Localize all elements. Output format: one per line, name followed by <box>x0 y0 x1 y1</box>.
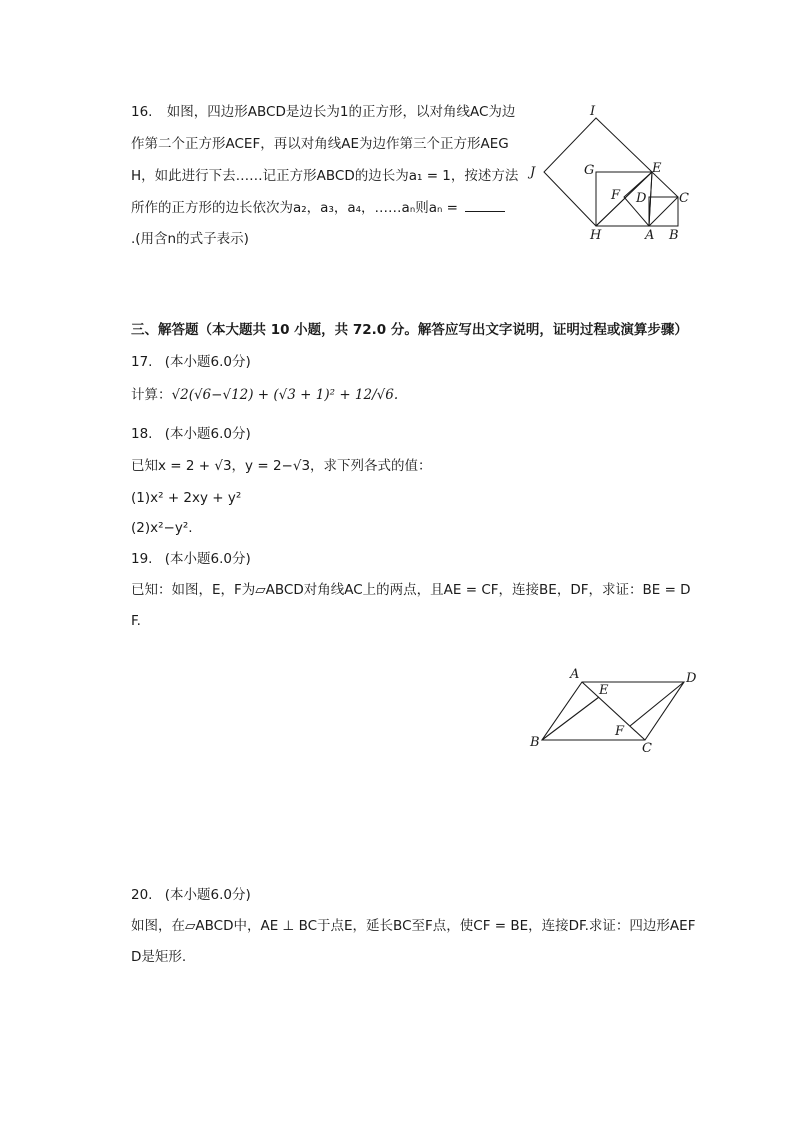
label-B: B <box>669 228 679 243</box>
fig19-label-A: A <box>570 667 580 682</box>
q16-answer-blank[interactable] <box>465 211 505 212</box>
segment-DF <box>630 682 684 726</box>
q18-number: 18. <box>131 426 153 442</box>
q19-points: (本小题6.0分) <box>164 551 251 567</box>
q20-header <box>131 885 251 905</box>
q16-figure <box>520 100 710 250</box>
q18-header <box>131 424 251 444</box>
label-E: E <box>652 161 662 176</box>
q18-given: 已知x = 2 + √3，y = 2−√3，求下列各式的值： <box>131 458 432 474</box>
q17-prefix: 计算： <box>131 387 172 403</box>
q17-expression: √2(√6−√12) + (√3 + 1)² + 12/√6. <box>171 387 399 403</box>
q16-text-1: 如图，四边形ABCD是边长为1的正方形，以对角线AC为边 <box>166 104 516 120</box>
q16-line1 <box>131 102 515 122</box>
fig19-label-F: F <box>615 724 625 739</box>
label-C: C <box>679 191 689 206</box>
diagonal-AC <box>582 682 645 740</box>
q20-points: (本小题6.0分) <box>164 887 251 903</box>
q20-line1: 如图，在▱ABCD中，AE ⊥ BC于点E，延长BC至F点，使CF = BE，连接DF.求证：四边形AEF <box>131 918 696 934</box>
q16-line5: .(用含n的式子表示) <box>131 231 249 247</box>
q20-line2: D是矩形. <box>131 949 187 965</box>
label-G: G <box>584 163 595 178</box>
fig19-label-B: B <box>530 735 540 750</box>
q18-points: (本小题6.0分) <box>164 426 251 442</box>
q18-part2: (2)x²−y². <box>131 520 193 536</box>
q16-line2: 作第二个正方形ACEF，再以对角线AE为边作第三个正方形AEG <box>131 136 509 152</box>
q19-number: 19. <box>131 551 153 567</box>
q17-header <box>131 352 251 372</box>
q17-points: (本小题6.0分) <box>164 354 251 370</box>
q16-line3: H，如此进行下去……记正方形ABCD的边长为a₁ = 1，按述方法 <box>131 168 519 184</box>
label-A: A <box>645 228 655 243</box>
fig19-label-C: C <box>642 741 652 756</box>
fig19-label-D: D <box>686 671 697 686</box>
q19-line2: F. <box>131 613 141 629</box>
q16-line4 <box>131 198 508 218</box>
q16-text-4: 所作的正方形的边长依次为a₂，a₃，a₄，……aₙ则aₙ = <box>131 200 463 216</box>
q19-header <box>131 549 251 569</box>
q17-number: 17. <box>131 354 153 370</box>
q16-number: 16. <box>131 104 153 120</box>
q17-expression-line <box>131 385 398 405</box>
label-I: I <box>590 104 596 119</box>
q18-part1: (1)x² + 2xy + y² <box>131 490 242 506</box>
section3-title: 三、解答题（本大题共 10 小题，共 72.0 分。解答应写出文字说明，证明过程或演算步骤） <box>131 322 688 338</box>
fig19-label-E: E <box>599 683 609 698</box>
segment-BE <box>542 697 599 740</box>
q19-line1: 已知：如图，E，F为▱ABCD对角线AC上的两点，且AE = CF，连接BE，DF，求证：BE = D <box>131 582 691 598</box>
label-H: H <box>590 228 602 243</box>
label-D: D <box>636 191 647 206</box>
label-J: J <box>530 165 536 180</box>
label-F: F <box>611 188 621 203</box>
q19-figure <box>526 664 706 756</box>
q20-number: 20. <box>131 887 153 903</box>
